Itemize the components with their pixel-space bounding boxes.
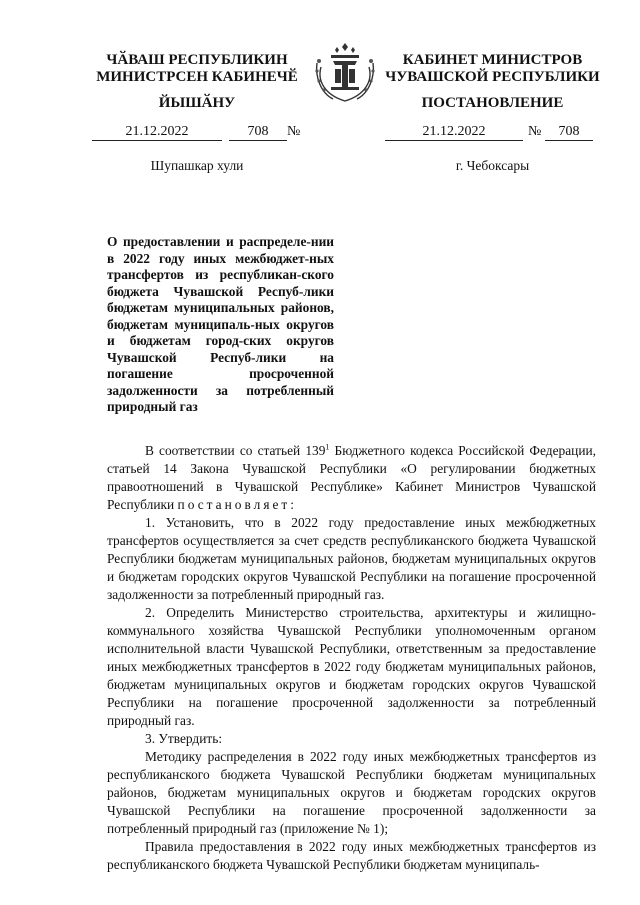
resolve-word: постановляет: — [177, 497, 297, 512]
header-left — [92, 52, 302, 86]
chuvash-coat-of-arms-icon — [311, 37, 379, 105]
number-right: 708 — [545, 124, 593, 141]
number-left: 708 — [229, 124, 287, 141]
paragraph-3: 3. Утвердить: — [145, 731, 223, 746]
header-right-line2: ЧУВАШСКОЙ РЕСПУБЛИКИ — [385, 69, 600, 85]
date-right: 21.12.2022 — [385, 124, 523, 141]
header-right — [385, 52, 600, 86]
place-left: Шупашкар хули — [150, 158, 244, 173]
document-body — [107, 442, 596, 874]
date-left: 21.12.2022 — [92, 124, 222, 141]
doctype-right: ПОСТАНОВЛЕНИЕ — [421, 95, 564, 111]
date-number-left — [92, 124, 307, 141]
place-right: г. Чебоксары — [455, 158, 530, 173]
header-right-line1: КАБИНЕТ МИНИСТРОВ — [402, 52, 583, 68]
number-sign-left: № — [287, 124, 301, 139]
paragraph-3-methodology: Методику распределения в 2022 году иных межбюджетных трансфертов из республиканского бюджета Чувашской Республики бюджетам муниципальных районов, бюджетам муниципальных округов и бюджетам городских округов Чувашской Республики на погашение просроченной задолженности за потребленный природный газ (приложение № 1); — [107, 749, 596, 836]
doctype-left: ЙЫШӐНУ — [158, 95, 236, 111]
document-title: О предоставлении и распределе-нии в 2022 году иных межбюджет-ных трансфертов из республикан-ского бюджета Чувашской Респуб-лики бюджетам муниципальных районов, бюджетам муниципаль-ных округов и бюджетам город-ских округов Чувашской Респуб-лики на погашение просроченной задолженности за потребленный природный газ — [107, 234, 334, 414]
paragraph-3-rules: Правила предоставления в 2022 году иных межбюджетных трансфертов из республиканского бюджета Чувашской Республики бюджетам муниципаль- — [107, 839, 596, 872]
date-number-right — [385, 124, 600, 141]
number-sign-right: № — [528, 124, 542, 139]
header-left-line1: ЧӐВАШ РЕСПУБЛИКИН — [106, 52, 288, 68]
paragraph-2: 2. Определить Министерство строительства, архитектуры и жилищно-коммунального хозяйства Чувашской Республики уполномоченным органом исполнительной власти Чувашской Республики, ответственным за предоставление иных межбюджетных трансфертов в 2022 году бюджетам муниципальных районов, бюджетам муниципальных округов и бюджетам городских округов Чувашской Республики на погашение просроченной задолженности за потребленный природный газ. — [107, 605, 596, 728]
paragraph-1: 1. Установить, что в 2022 году предоставление иных межбюджетных трансфертов осуществляется за счет средств республиканского бюджета Чувашской Республики бюджетам муниципальных районов, бюджетам муниципальных округов и бюджетам городских округов Чувашской Республики на погашение просроченной задолженности за потребленный природный газ. — [107, 515, 596, 602]
paragraph-preamble: В соответствии со статьей $139^1$ Бюджетного кодекса Российской Федерации, статьей 14 Закона Чувашской Республики «О регулировании бюджетных правоотношений в Чувашской Республике» Кабинет Министров Чувашской Республики постановляет: — [107, 442, 596, 512]
header-left-line2: МИНИСТРСЕН КАБИНЕЧӖ — [96, 69, 298, 85]
